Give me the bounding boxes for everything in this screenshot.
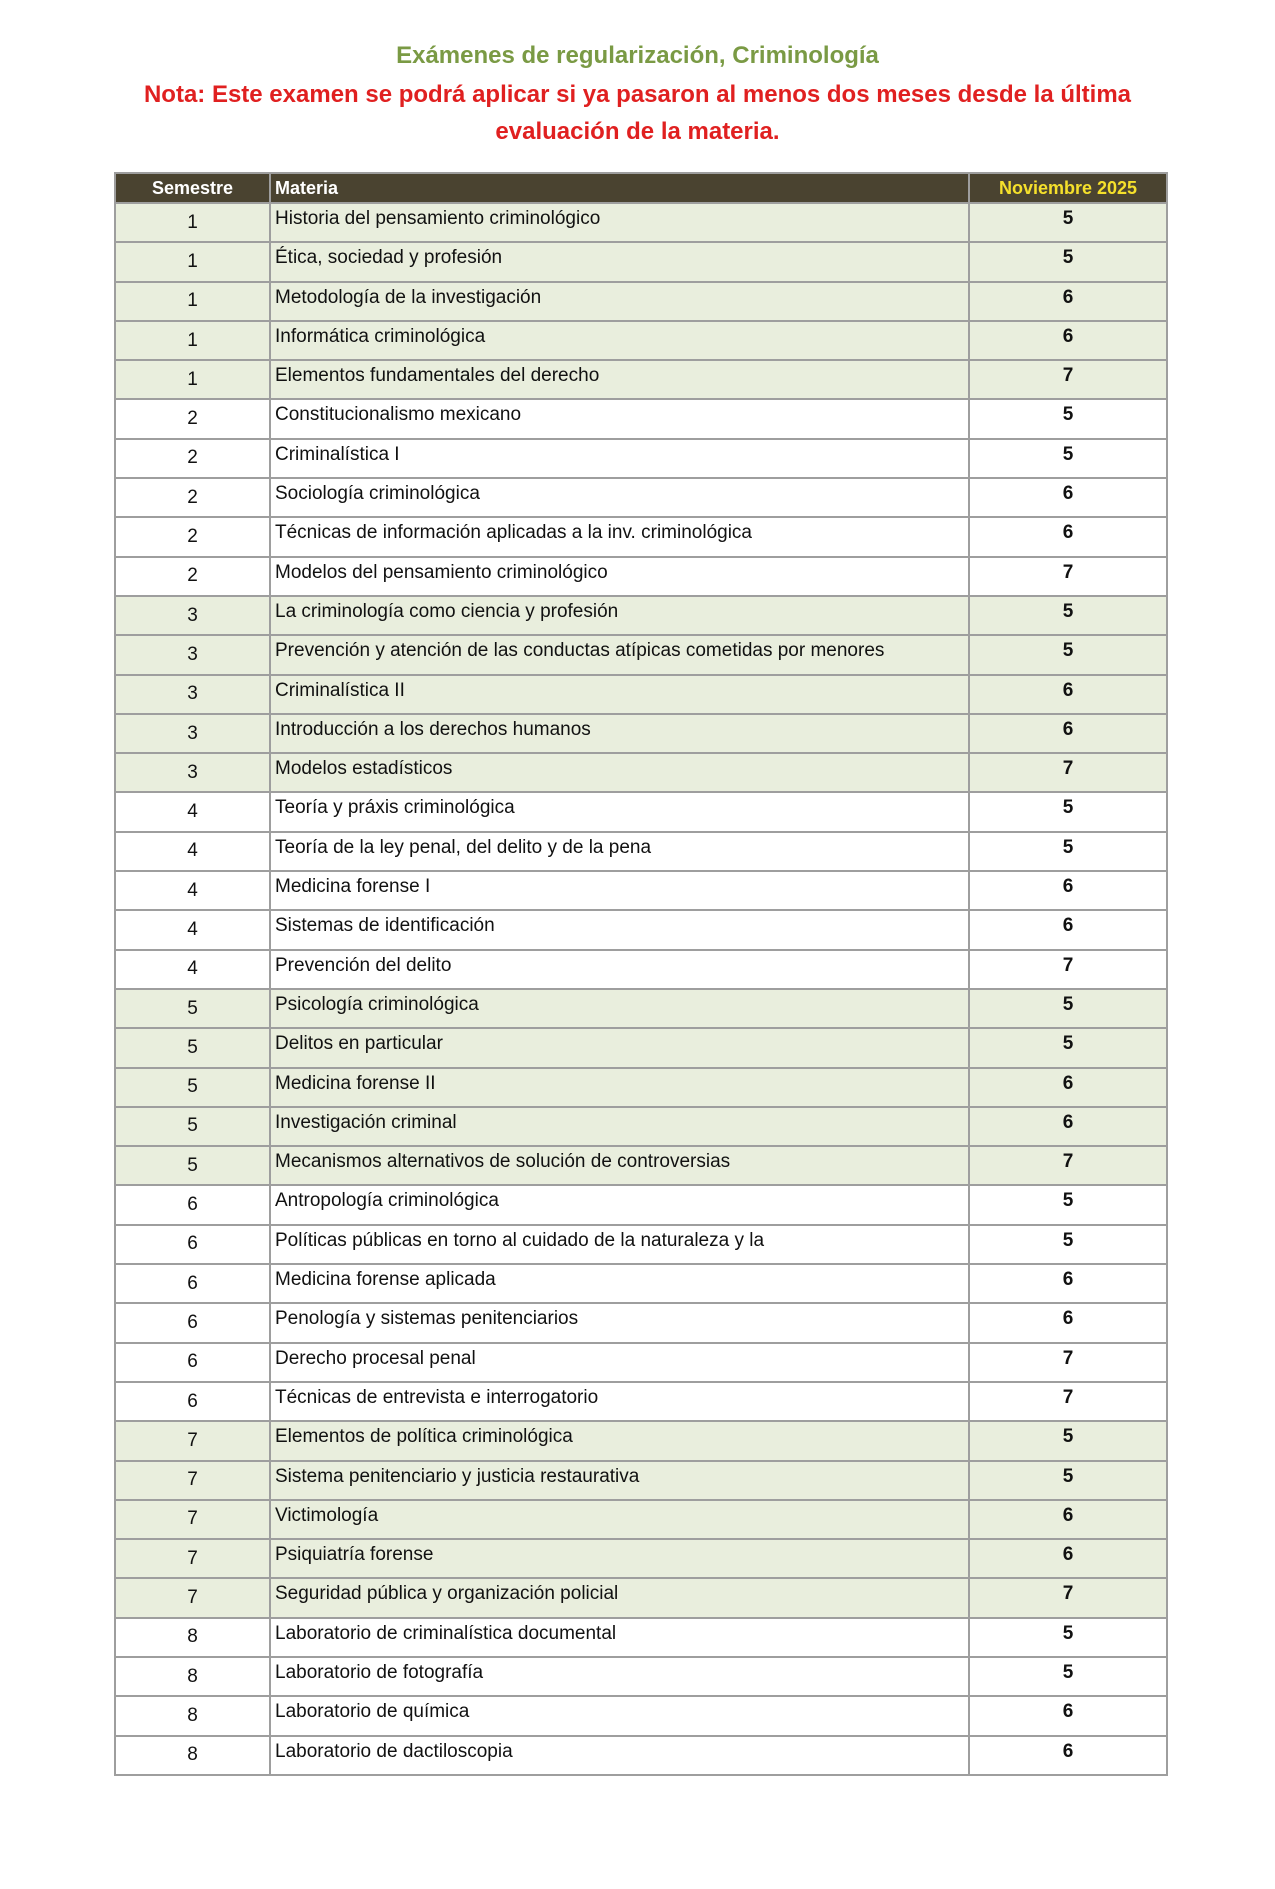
value-cell: 5 <box>969 1421 1167 1460</box>
materia-cell: Laboratorio de dactiloscopia <box>270 1736 969 1775</box>
table-row <box>115 832 1167 871</box>
materia-cell: Antropología criminológica <box>270 1185 969 1224</box>
materia-cell: Ética, sociedad y profesión <box>270 242 969 281</box>
table-row <box>115 1461 1167 1500</box>
table-row <box>115 1500 1167 1539</box>
table-row <box>115 1421 1167 1460</box>
materia-cell: Técnicas de información aplicadas a la inv. criminológica <box>270 517 969 556</box>
table-row <box>115 950 1167 989</box>
table-row <box>115 242 1167 281</box>
semestre-cell: 6 <box>115 1225 270 1264</box>
value-cell: 7 <box>969 1343 1167 1382</box>
table-row <box>115 910 1167 949</box>
table-row <box>115 792 1167 831</box>
value-cell: 5 <box>969 1657 1167 1696</box>
semestre-cell: 6 <box>115 1382 270 1421</box>
value-cell: 6 <box>969 1068 1167 1107</box>
table-row <box>115 439 1167 478</box>
page-title: Exámenes de regularización, Criminología <box>396 42 879 69</box>
value-cell: 6 <box>969 675 1167 714</box>
materia-cell: Elementos de política criminológica <box>270 1421 969 1460</box>
value-cell: 6 <box>969 1696 1167 1735</box>
semestre-cell: 2 <box>115 557 270 596</box>
table-row <box>115 1303 1167 1342</box>
table-row <box>115 1146 1167 1185</box>
semestre-cell: 7 <box>115 1461 270 1500</box>
materia-cell: Laboratorio de química <box>270 1696 969 1735</box>
materia-cell: Criminalística II <box>270 675 969 714</box>
materia-cell: Sociología criminológica <box>270 478 969 517</box>
semestre-cell: 3 <box>115 714 270 753</box>
value-cell: 6 <box>969 1107 1167 1146</box>
materia-cell: Seguridad pública y organización policial <box>270 1578 969 1617</box>
semestre-cell: 1 <box>115 242 270 281</box>
materia-cell: Técnicas de entrevista e interrogatorio <box>270 1382 969 1421</box>
table-row <box>115 1107 1167 1146</box>
materia-cell: Investigación criminal <box>270 1107 969 1146</box>
materia-cell: Psiquiatría forense <box>270 1539 969 1578</box>
value-cell: 5 <box>969 399 1167 438</box>
table-row <box>115 1657 1167 1696</box>
semestre-cell: 1 <box>115 282 270 321</box>
semestre-cell: 8 <box>115 1657 270 1696</box>
table-row <box>115 871 1167 910</box>
materia-cell: Sistema penitenciario y justicia restaurativa <box>270 1461 969 1500</box>
semestre-cell: 8 <box>115 1696 270 1735</box>
semestre-cell: 7 <box>115 1421 270 1460</box>
semestre-cell: 2 <box>115 439 270 478</box>
table-row <box>115 557 1167 596</box>
value-cell: 7 <box>969 557 1167 596</box>
exam-table <box>114 172 1168 1776</box>
table-row <box>115 1382 1167 1421</box>
table-row <box>115 282 1167 321</box>
materia-cell: Laboratorio de criminalística documental <box>270 1618 969 1657</box>
materia-cell: Informática criminológica <box>270 321 969 360</box>
materia-cell: Teoría y práxis criminológica <box>270 792 969 831</box>
value-cell: 5 <box>969 596 1167 635</box>
table-row <box>115 1028 1167 1067</box>
table-row <box>115 1696 1167 1735</box>
value-cell: 7 <box>969 1146 1167 1185</box>
semestre-cell: 8 <box>115 1736 270 1775</box>
semestre-cell: 5 <box>115 1107 270 1146</box>
table-row <box>115 989 1167 1028</box>
value-cell: 6 <box>969 1500 1167 1539</box>
value-cell: 7 <box>969 1578 1167 1617</box>
value-cell: 5 <box>969 1618 1167 1657</box>
materia-cell: Modelos estadísticos <box>270 753 969 792</box>
table-row <box>115 1068 1167 1107</box>
semestre-cell: 3 <box>115 675 270 714</box>
semestre-cell: 3 <box>115 596 270 635</box>
semestre-cell: 4 <box>115 792 270 831</box>
table-row <box>115 714 1167 753</box>
value-cell: 6 <box>969 321 1167 360</box>
table-row <box>115 1736 1167 1775</box>
page-note: Nota: Este examen se podrá aplicar si ya pasaron al menos dos meses desde la última evaluación de la materia. <box>143 81 1132 145</box>
materia-cell: Introducción a los derechos humanos <box>270 714 969 753</box>
semestre-cell: 1 <box>115 203 270 242</box>
materia-cell: La criminología como ciencia y profesión <box>270 596 969 635</box>
table-row <box>115 517 1167 556</box>
table-row <box>115 203 1167 242</box>
value-cell: 6 <box>969 282 1167 321</box>
semestre-cell: 4 <box>115 832 270 871</box>
value-cell: 5 <box>969 635 1167 674</box>
table-row <box>115 635 1167 674</box>
table-row <box>115 1618 1167 1657</box>
semestre-cell: 7 <box>115 1500 270 1539</box>
value-cell: 6 <box>969 910 1167 949</box>
table-row <box>115 1185 1167 1224</box>
semestre-cell: 3 <box>115 635 270 674</box>
materia-cell: Políticas públicas en torno al cuidado de la naturaleza y la <box>270 1225 969 1264</box>
value-cell: 6 <box>969 1539 1167 1578</box>
value-cell: 6 <box>969 1303 1167 1342</box>
table-row <box>115 1264 1167 1303</box>
value-cell: 7 <box>969 950 1167 989</box>
semestre-cell: 4 <box>115 871 270 910</box>
materia-cell: Medicina forense aplicada <box>270 1264 969 1303</box>
materia-cell: Medicina forense I <box>270 871 969 910</box>
header-materia: Materia <box>270 173 969 203</box>
semestre-cell: 5 <box>115 1068 270 1107</box>
materia-cell: Elementos fundamentales del derecho <box>270 360 969 399</box>
semestre-cell: 8 <box>115 1618 270 1657</box>
value-cell: 5 <box>969 1028 1167 1067</box>
materia-cell: Mecanismos alternativos de solución de controversias <box>270 1146 969 1185</box>
value-cell: 6 <box>969 871 1167 910</box>
value-cell: 5 <box>969 242 1167 281</box>
semestre-cell: 7 <box>115 1539 270 1578</box>
value-cell: 5 <box>969 832 1167 871</box>
table-row <box>115 1578 1167 1617</box>
table-header <box>115 173 1167 203</box>
semestre-cell: 6 <box>115 1303 270 1342</box>
table-header-row <box>115 173 1167 203</box>
value-cell: 7 <box>969 360 1167 399</box>
value-cell: 5 <box>969 792 1167 831</box>
table-row <box>115 478 1167 517</box>
materia-cell: Prevención del delito <box>270 950 969 989</box>
table-row <box>115 1539 1167 1578</box>
table-row <box>115 399 1167 438</box>
value-cell: 6 <box>969 517 1167 556</box>
semestre-cell: 2 <box>115 478 270 517</box>
table-body <box>115 203 1167 1775</box>
materia-cell: Derecho procesal penal <box>270 1343 969 1382</box>
value-cell: 6 <box>969 1736 1167 1775</box>
materia-cell: Modelos del pensamiento criminológico <box>270 557 969 596</box>
value-cell: 5 <box>969 1185 1167 1224</box>
semestre-cell: 2 <box>115 399 270 438</box>
materia-cell: Criminalística I <box>270 439 969 478</box>
semestre-cell: 6 <box>115 1264 270 1303</box>
value-cell: 6 <box>969 478 1167 517</box>
table-row <box>115 675 1167 714</box>
semestre-cell: 5 <box>115 1028 270 1067</box>
table-row <box>115 1225 1167 1264</box>
semestre-cell: 1 <box>115 321 270 360</box>
semestre-cell: 3 <box>115 753 270 792</box>
value-cell: 5 <box>969 203 1167 242</box>
semestre-cell: 4 <box>115 910 270 949</box>
value-cell: 5 <box>969 1461 1167 1500</box>
materia-cell: Delitos en particular <box>270 1028 969 1067</box>
materia-cell: Historia del pensamiento criminológico <box>270 203 969 242</box>
table-row <box>115 321 1167 360</box>
semestre-cell: 6 <box>115 1343 270 1382</box>
materia-cell: Metodología de la investigación <box>270 282 969 321</box>
materia-cell: Victimología <box>270 1500 969 1539</box>
semestre-cell: 4 <box>115 950 270 989</box>
value-cell: 5 <box>969 439 1167 478</box>
semestre-cell: 2 <box>115 517 270 556</box>
value-cell: 6 <box>969 1264 1167 1303</box>
materia-cell: Penología y sistemas penitenciarios <box>270 1303 969 1342</box>
header-month: Noviembre 2025 <box>969 173 1167 203</box>
table-row <box>115 753 1167 792</box>
materia-cell: Psicología criminológica <box>270 989 969 1028</box>
value-cell: 7 <box>969 753 1167 792</box>
materia-cell: Prevención y atención de las conductas atípicas cometidas por menores <box>270 635 969 674</box>
value-cell: 5 <box>969 1225 1167 1264</box>
materia-cell: Medicina forense II <box>270 1068 969 1107</box>
header-semestre: Semestre <box>115 173 270 203</box>
materia-cell: Teoría de la ley penal, del delito y de la pena <box>270 832 969 871</box>
value-cell: 6 <box>969 714 1167 753</box>
table-row <box>115 1343 1167 1382</box>
semestre-cell: 7 <box>115 1578 270 1617</box>
value-cell: 7 <box>969 1382 1167 1421</box>
materia-cell: Laboratorio de fotografía <box>270 1657 969 1696</box>
semestre-cell: 5 <box>115 989 270 1028</box>
table-row <box>115 596 1167 635</box>
materia-cell: Sistemas de identificación <box>270 910 969 949</box>
materia-cell: Constitucionalismo mexicano <box>270 399 969 438</box>
semestre-cell: 6 <box>115 1185 270 1224</box>
semestre-cell: 5 <box>115 1146 270 1185</box>
table-row <box>115 360 1167 399</box>
value-cell: 5 <box>969 989 1167 1028</box>
semestre-cell: 1 <box>115 360 270 399</box>
